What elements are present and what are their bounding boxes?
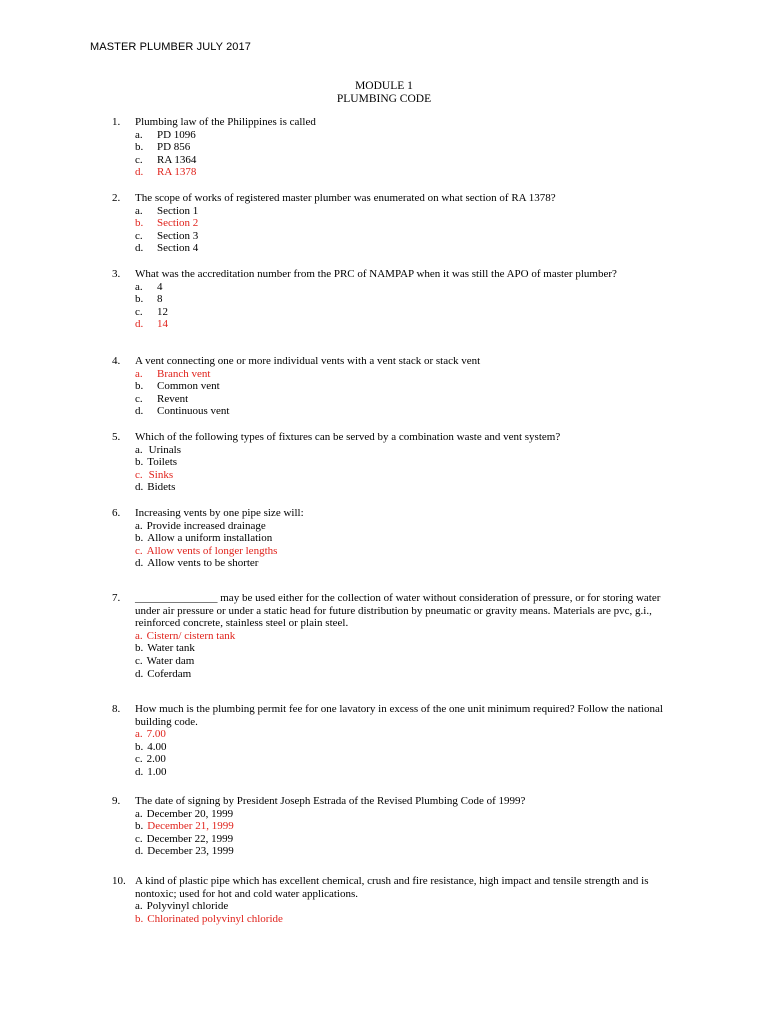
- correct-option-text: December 21, 1999: [147, 820, 234, 833]
- option: [135, 306, 682, 319]
- option-text: 1.00: [147, 765, 167, 778]
- option: [135, 557, 682, 570]
- option-letter: b.: [135, 820, 144, 833]
- option-text: Allow vents to be shorter: [147, 557, 259, 570]
- option-letter: c.: [135, 468, 143, 481]
- option-letter: b.: [135, 217, 144, 230]
- option-letter: d.: [135, 765, 144, 778]
- option-text: December 23, 1999: [147, 845, 234, 858]
- question-text: A kind of plastic pipe which has excellent chemical, crush and fire resistance, high impact and tensile strength and is nontoxic; used for hot and cold water applications.: [135, 875, 649, 900]
- option-text: Bidets: [147, 481, 176, 494]
- option-letter: a.: [135, 728, 143, 741]
- question-number: 9.: [112, 795, 121, 807]
- correct-option: [135, 913, 682, 926]
- option-letter: a.: [135, 443, 143, 456]
- option-text: 4: [157, 280, 163, 293]
- option-text: Water tank: [147, 642, 195, 655]
- question-8: [112, 703, 682, 779]
- option-letter: a.: [135, 629, 143, 642]
- option: [135, 642, 682, 655]
- option-letter: a.: [135, 128, 143, 141]
- option-text: 2.00: [146, 753, 166, 766]
- option-text: Cistern/ cistern tank: [146, 629, 236, 642]
- question-5: [112, 431, 682, 494]
- option-letter: a.: [135, 280, 143, 293]
- option: [135, 808, 682, 821]
- option-letter: b.: [135, 532, 144, 545]
- correct-option: [135, 217, 682, 230]
- question-text: Which of the following types of fixtures can be served by a combination waste and vent system?: [135, 431, 561, 443]
- option-letter: b.: [135, 912, 144, 925]
- option: [135, 405, 682, 418]
- correct-option: [135, 469, 682, 482]
- option-letter: c.: [135, 153, 143, 166]
- option-text: 12: [157, 305, 168, 318]
- module-number: MODULE 1: [355, 80, 413, 92]
- question-7: [112, 592, 682, 680]
- option: [135, 456, 682, 469]
- correct-option: [135, 630, 682, 643]
- option-letter: a.: [135, 367, 143, 380]
- option-letter: b.: [135, 380, 144, 393]
- option-text: Revent: [157, 392, 189, 405]
- option: [135, 293, 682, 306]
- option-text: RA 1378: [157, 166, 197, 179]
- option: [135, 845, 682, 858]
- question-1: [112, 116, 682, 179]
- option-text: Section 2: [157, 217, 199, 230]
- option-letter: d.: [135, 318, 144, 331]
- option-text: Continuous vent: [157, 405, 230, 418]
- question-number: 8.: [112, 703, 121, 715]
- option-text: 14: [157, 318, 168, 331]
- option: [135, 753, 682, 766]
- question-number: 2.: [112, 192, 121, 204]
- question-text: The date of signing by President Joseph Estrada of the Revised Plumbing Code of 1999?: [135, 795, 526, 807]
- question-number: 10.: [112, 875, 126, 887]
- option-letter: d.: [135, 242, 144, 255]
- option-letter: a.: [135, 519, 143, 532]
- option-text: RA 1364: [157, 153, 197, 166]
- option-text: Toilets: [147, 456, 178, 469]
- option-text: Water dam: [146, 654, 195, 667]
- option-text: Common vent: [157, 380, 220, 393]
- question-number: 6.: [112, 507, 121, 519]
- option-letter: d.: [135, 845, 144, 858]
- question-9: [112, 795, 682, 858]
- option: [135, 380, 682, 393]
- option-letter: d.: [135, 405, 144, 418]
- option-text: Branch vent: [157, 367, 211, 380]
- option: [135, 141, 682, 154]
- option-text: December 22, 1999: [146, 832, 234, 845]
- option-letter: a.: [135, 900, 143, 913]
- option-letter: c.: [135, 229, 143, 242]
- option-letter: d.: [135, 481, 144, 494]
- option: [135, 129, 682, 142]
- option-letter: b.: [135, 293, 144, 306]
- option: [135, 766, 682, 779]
- correct-option: [135, 545, 682, 558]
- option-letter: d.: [135, 166, 144, 179]
- option-letter: a.: [135, 204, 143, 217]
- correct-option: [135, 166, 682, 179]
- option: [135, 820, 682, 833]
- option: [135, 520, 682, 533]
- question-6: [112, 507, 682, 570]
- option-letter: d.: [135, 667, 144, 680]
- option-text: Polyvinyl chloride: [146, 900, 229, 913]
- option-text: 8: [157, 293, 163, 306]
- option-letter: c.: [135, 305, 143, 318]
- correct-option: [135, 368, 682, 381]
- option-text: PD 1096: [157, 128, 196, 141]
- option: [135, 655, 682, 668]
- option-text: Allow vents of longer lengths: [146, 544, 278, 557]
- option-text: Section 3: [157, 229, 199, 242]
- question-number: 7.: [112, 592, 121, 604]
- option: [135, 242, 682, 255]
- option-text: Section 4: [157, 242, 199, 255]
- option-text: PD 856: [157, 141, 191, 154]
- option-text: 7.00: [146, 728, 166, 741]
- option-letter: b.: [135, 141, 144, 154]
- correct-option: [135, 318, 682, 331]
- option-text: Sinks: [148, 468, 174, 481]
- option-text: Coferdam: [147, 667, 192, 680]
- option-letter: b.: [135, 740, 144, 753]
- option: [135, 741, 682, 754]
- question-3: [112, 268, 682, 331]
- option: [135, 230, 682, 243]
- module-subject: PLUMBING CODE: [336, 93, 432, 105]
- question-text: _______________ may be used either for the collection of water without consideration of pressure, or for storing water under air pressure or under a static head for future distribution by pneumatic or gravity means. Materials are pvc, g.i., reinforced concrete, stainless steel or plain steel.: [135, 592, 661, 630]
- option: [135, 532, 682, 545]
- option-text: December 20, 1999: [146, 807, 234, 820]
- question-number: 5.: [112, 431, 121, 443]
- document-header: MASTER PLUMBER JULY 2017: [90, 41, 251, 53]
- option: [135, 393, 682, 406]
- option: [135, 900, 682, 913]
- question-4: [112, 355, 682, 418]
- option: [135, 481, 682, 494]
- question-text: Increasing vents by one pipe size will:: [135, 507, 304, 519]
- option-text: Chlorinated polyvinyl chloride: [147, 912, 283, 925]
- question-number: 3.: [112, 268, 121, 280]
- question-text: How much is the plumbing permit fee for one lavatory in excess of the one unit minimum required? Follow the national building code.: [135, 703, 663, 728]
- option: [135, 205, 682, 218]
- option-text: Provide increased drainage: [146, 519, 266, 532]
- option-text: Allow a uniform installation: [147, 532, 273, 545]
- option-letter: c.: [135, 654, 143, 667]
- option-letter: b.: [135, 456, 144, 469]
- option-letter: b.: [135, 642, 144, 655]
- correct-option: [135, 728, 682, 741]
- option: [135, 154, 682, 167]
- question-number: 1.: [112, 116, 121, 128]
- option-letter: c.: [135, 392, 143, 405]
- option: [135, 281, 682, 294]
- question-text: Plumbing law of the Philippines is called: [135, 116, 316, 128]
- option: [135, 444, 682, 457]
- question-text: The scope of works of registered master plumber was enumerated on what section of RA 1378?: [135, 192, 556, 204]
- option-text: Urinals: [148, 443, 182, 456]
- question-number: 4.: [112, 355, 121, 367]
- option-letter: c.: [135, 753, 143, 766]
- question-2: [112, 192, 682, 255]
- question-text: What was the accreditation number from the PRC of NAMPAP when it was still the APO of master plumber?: [135, 268, 617, 280]
- question-10: [112, 875, 682, 925]
- option-letter: c.: [135, 544, 143, 557]
- option: [135, 833, 682, 846]
- question-text: A vent connecting one or more individual vents with a vent stack or stack vent: [135, 355, 481, 367]
- option: [135, 668, 682, 681]
- option-letter: d.: [135, 557, 144, 570]
- option-letter: c.: [135, 832, 143, 845]
- option-text: Section 1: [157, 204, 199, 217]
- option-text: 4.00: [147, 740, 167, 753]
- option-letter: a.: [135, 807, 143, 820]
